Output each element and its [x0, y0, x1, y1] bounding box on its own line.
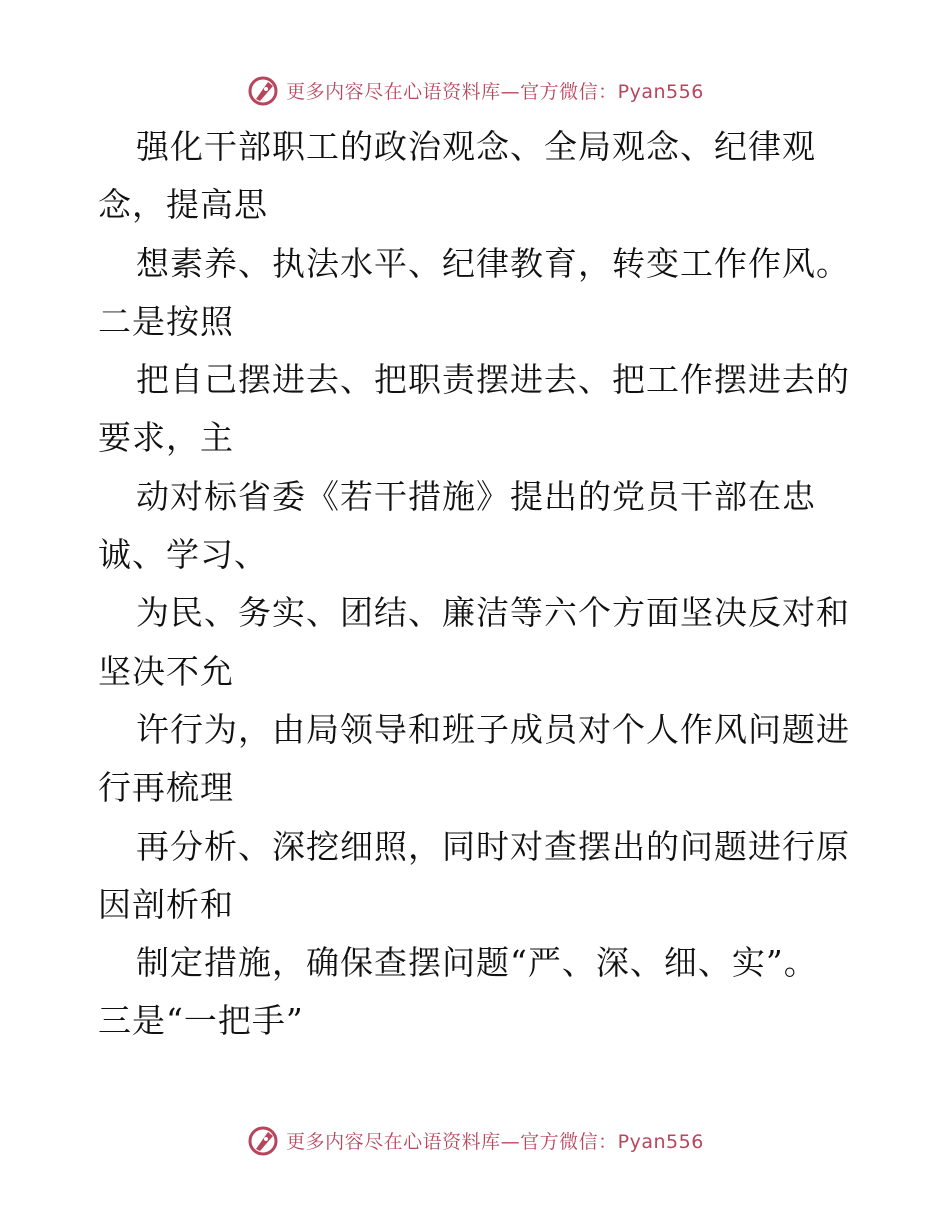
text-line: 制定措施，确保查摆问题“严、深、细、实”。: [136, 943, 818, 983]
text-line: 诚、学习、: [98, 535, 268, 575]
text-line: 坚决不允: [98, 651, 234, 691]
text-line: 三是“一把手”: [98, 1001, 304, 1041]
pen-nib-logo-icon: [246, 73, 280, 107]
text-line: 把自己摆进去、把职责摆进去、把工作摆进去的: [136, 360, 850, 400]
text-line: 二是按照: [98, 301, 234, 341]
header-banner: [0, 70, 950, 110]
footer-banner: [0, 1120, 950, 1160]
text-line: 再分析、深挖细照，同时对查摆出的问题进行原: [136, 826, 850, 866]
text-line: 念，提高思: [98, 185, 268, 225]
header-banner-text: 更多内容尽在心语资料库—官方微信：Pyan556: [286, 80, 704, 103]
text-line: 行再梳理: [98, 768, 234, 808]
text-line: 因剖析和: [98, 884, 234, 924]
pen-nib-logo-icon: [246, 1123, 280, 1157]
text-line: 想素养、执法水平、纪律教育，转变工作作风。: [136, 243, 850, 283]
document-body: [98, 118, 858, 1051]
text-line: 动对标省委《若干措施》提出的党员干部在忠: [136, 476, 816, 516]
text-line: 要求，主: [98, 418, 234, 458]
text-line: 许行为，由局领导和班子成员对个人作风问题进: [136, 709, 850, 749]
text-line: 强化干部职工的政治观念、全局观念、纪律观: [136, 127, 816, 166]
footer-banner-text: 更多内容尽在心语资料库—官方微信：Pyan556: [286, 1130, 704, 1153]
text-line: 为民、务实、团结、廉洁等六个方面坚决反对和: [136, 593, 850, 633]
